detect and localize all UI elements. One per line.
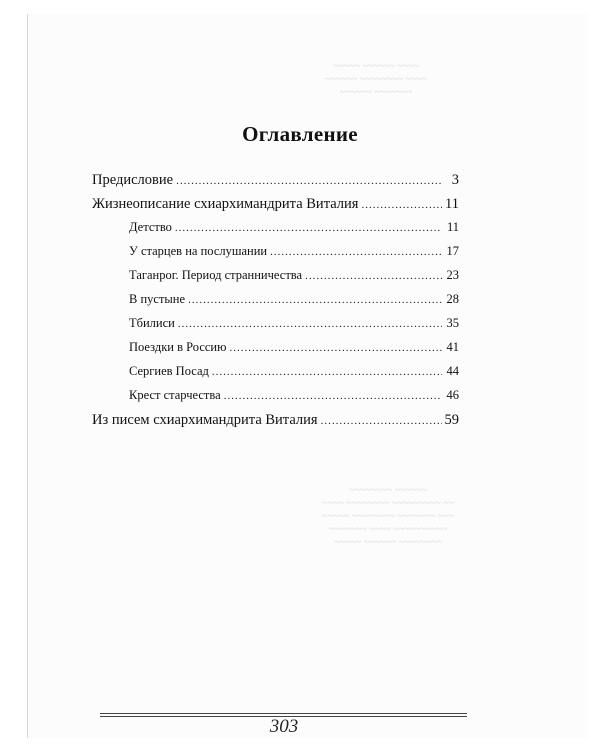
toc-entry-label: Крест старчества (129, 388, 221, 402)
toc-subentry (92, 364, 459, 379)
toc-subentry (92, 220, 459, 235)
toc-entry-page: 41 (446, 340, 459, 354)
toc-entry-label: Из писем схиархимандрита Виталия (92, 412, 318, 428)
dot-leader (361, 199, 442, 211)
toc-entry-label: В пустыне (129, 292, 186, 306)
toc-title: Оглавление (242, 122, 358, 146)
toc-entry-page: 23 (446, 268, 459, 282)
toc-entry-page: 44 (446, 364, 459, 378)
dot-leader (212, 366, 442, 378)
toc-entry-label: Предисловие (92, 172, 174, 188)
dot-leader (229, 342, 442, 354)
toc-entry-page: 17 (446, 244, 459, 258)
toc-entry-label: Таганрог. Период странничества (129, 268, 303, 282)
toc-subentry (92, 244, 459, 259)
toc-entry-label: У старцев на послушании (129, 244, 268, 258)
toc-subentry (92, 268, 459, 283)
toc-entry (92, 172, 459, 189)
toc-entry (92, 196, 459, 213)
dot-leader (178, 318, 442, 330)
bleed-through-text: ~~~~~ ~~~~~~ ~~~~ ~~~~~~ ~~~~~~~~ ~~~~ ~~~~~~ ~~~~~~~ (324, 61, 428, 98)
toc-subentry (92, 388, 459, 403)
toc-subentry (92, 340, 459, 355)
toc-entry-page: 35 (446, 316, 459, 330)
page-number: 303 (269, 716, 299, 737)
dot-leader (176, 175, 442, 187)
toc-entry (92, 412, 459, 429)
toc-subentry (92, 316, 459, 331)
footer-rule (100, 713, 467, 714)
bleed-through-text: ~~~~~~~~ ~~~~~~ ~~~~ ~~~~~~~~ ~~~~~~~~~ ~~ ~~~~~ ~~~~~~~~ ~~~~~~~ ~~~ ~~~~~~~ ~~~~ ~~~~~~~~~~ ~~~~~ ~~~~~~ ~~~~~~~~ (322, 485, 454, 548)
toc-entry-page: 59 (444, 412, 459, 428)
dot-leader (270, 246, 442, 258)
toc-entry-label: Поездки в Россию (129, 340, 227, 354)
toc-entry-label: Жизнеописание схиархимандрита Виталия (92, 196, 359, 212)
toc-entry-page: 11 (446, 220, 459, 234)
toc-entry-label: Тбилиси (129, 316, 175, 330)
toc-entry-label: Детство (129, 220, 172, 234)
dot-leader (188, 294, 442, 306)
dot-leader (175, 222, 442, 234)
toc-entry-page: 11 (445, 196, 459, 212)
table-of-contents (92, 172, 459, 436)
toc-entry-label: Сергиев Посад (129, 364, 209, 378)
dot-leader (224, 390, 442, 402)
dot-leader (321, 415, 442, 427)
toc-entry-page: 46 (446, 388, 459, 402)
dot-leader (305, 270, 442, 282)
toc-entry-page: 3 (451, 172, 459, 188)
toc-subentry (92, 292, 459, 307)
toc-entry-page: 28 (446, 292, 459, 306)
